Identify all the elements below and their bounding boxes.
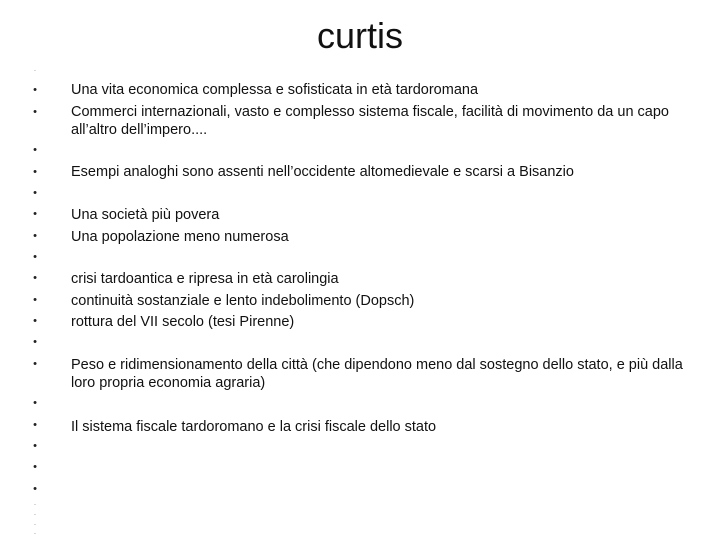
bullet-dot: • [33,208,37,220]
bullet-text: Peso e ridimensionamento della città (che dipendono meno dal sostegno dello stato, e più dalla loro propria economia agraria) [71,357,683,391]
bullet-dot: • [33,440,37,452]
bullet-dot: • [33,230,37,242]
bullet-dot: • [33,461,37,473]
bullet-text: Una società più povera [71,207,220,223]
bullet-dot: • [33,294,37,306]
bullet-dot: · [34,512,36,518]
bullet-text: Una popolazione meno numerosa [71,229,289,245]
bullet-dot: · [34,522,36,528]
bullet-text: rottura del VII secolo (tesi Pirenne) [71,314,295,330]
bullet-text: continuità sostanziale e lento indebolimento (Dopsch) [71,293,415,309]
bullet-dot: • [33,397,37,409]
bullet-dot: • [33,483,37,495]
bullet-dot: · [34,502,36,508]
bullet-dot: · [34,531,36,537]
bullet-text: Esempi analoghi sono assenti nell’occidente altomedievale e scarsi a Bisanzio [71,164,574,180]
bullet-dot: • [33,106,37,118]
bullet-dot: • [33,419,37,431]
bullet-text: Il sistema fiscale tardoromano e la crisi fiscale dello stato [71,419,437,435]
bullet-text: Commerci internazionali, vasto e complesso sistema fiscale, facilità di movimento da un capo all’altro dell’impero.... [71,104,669,138]
bullet-dot: • [33,187,37,199]
bullet-dot: · [34,68,36,74]
bullet-dot: • [33,315,37,327]
bullet-dot: • [33,84,37,96]
bullet-dot: • [33,272,37,284]
bullet-dot: • [33,358,37,370]
bullet-dot: • [33,166,37,178]
bullet-dot: • [33,144,37,156]
slide-title: curtis [316,15,403,56]
bullet-text: crisi tardoantica e ripresa in età carolingia [71,271,339,287]
bullet-dot: • [33,336,37,348]
bullet-dot: • [33,251,37,263]
bullet-text: Una vita economica complessa e sofisticata in età tardoromana [71,82,479,98]
